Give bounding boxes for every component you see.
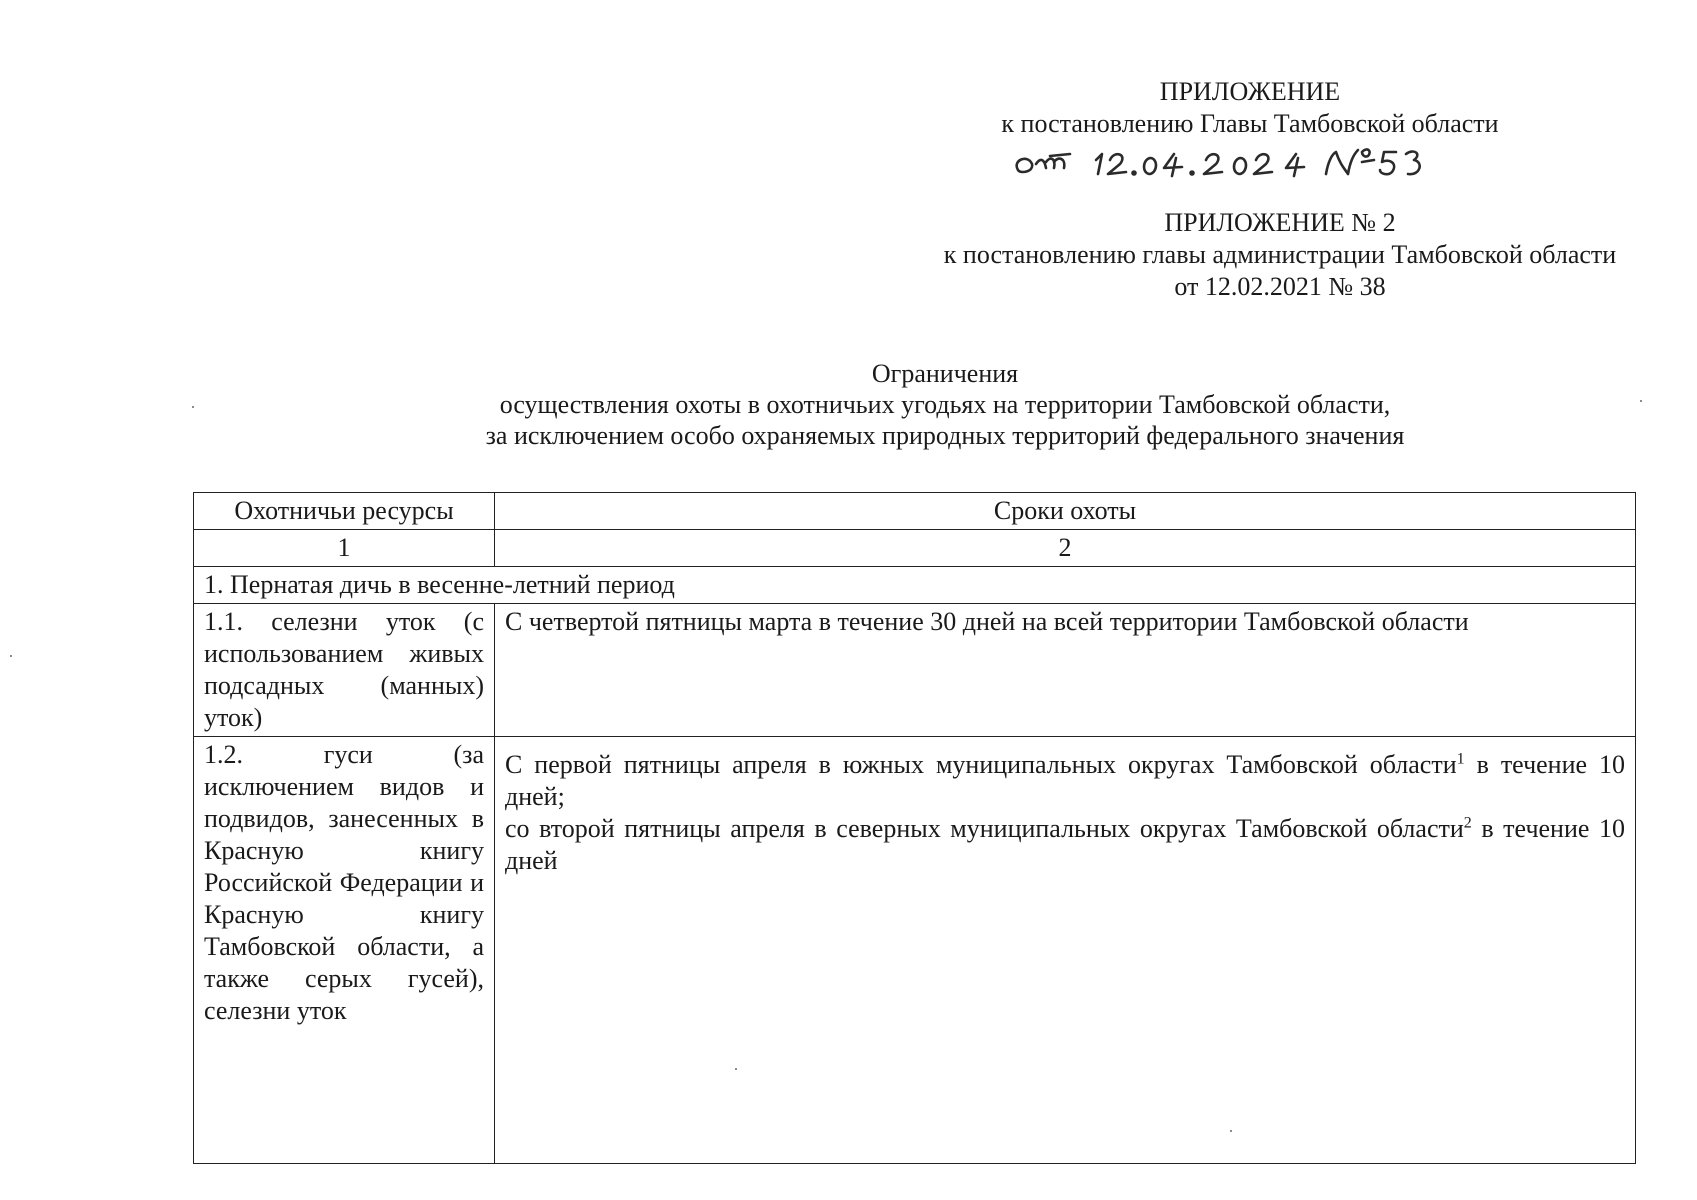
- resource-cell: 1.1. селезни уток (с использованием живых подсадных (манных) уток): [194, 604, 495, 737]
- footnote-ref-1: 1: [1456, 750, 1465, 768]
- title-line-2: осуществления охоты в охотничьих угодьях на территории Тамбовской области,: [499, 390, 1391, 419]
- column-number-2: 2: [495, 530, 1636, 567]
- scan-speck: [192, 406, 194, 408]
- resource-cell: 1.2. гуси (за исключением видов и подвидов, занесенных в Красную книгу Российской Федерации и Красную книгу Тамбовской области, а также серых гусей), селезни уток: [194, 737, 495, 1164]
- period-cell: С четвертой пятницы марта в течение 30 дней на всей территории Тамбовской области: [495, 604, 1636, 737]
- scan-speck: [735, 1068, 737, 1070]
- appendix-2-date: от 12.02.2021 № 38: [1174, 272, 1386, 301]
- scan-speck: [1640, 400, 1642, 402]
- period-text-4: в течение 10 дней: [505, 814, 1625, 875]
- table-section-row: [194, 567, 1636, 604]
- column-number-1: 1: [194, 530, 495, 567]
- appendix-2-title: ПРИЛОЖЕНИЕ № 2: [1164, 208, 1396, 237]
- table-column-numbers-row: [194, 530, 1636, 567]
- period-text-3: со второй пятницы апреля в северных муниципальных округах Тамбовской области: [505, 814, 1464, 843]
- period-cell: [495, 737, 1636, 1164]
- footnote-ref-2: 2: [1463, 814, 1472, 832]
- appendix-1-header: [970, 76, 1530, 140]
- handwritten-date-signature: [1010, 138, 1430, 188]
- header-resources: Охотничьи ресурсы: [194, 493, 495, 530]
- table-row: [194, 604, 1636, 737]
- section-1-title: 1. Пернатая дичь в весенне-летний период: [194, 567, 1636, 604]
- table-row: [194, 737, 1636, 1164]
- appendix-1-title: ПРИЛОЖЕНИЕ: [1159, 77, 1341, 106]
- period-text-2: в течение 10 дней;: [505, 750, 1626, 811]
- header-periods: Сроки охоты: [495, 493, 1636, 530]
- restrictions-table: [193, 492, 1636, 1164]
- appendix-2-line: к постановлению главы администрации Тамбовской области: [943, 240, 1617, 269]
- table-header-row: [194, 493, 1636, 530]
- period-text-1: С первой пятницы апреля в южных муниципальных округах Тамбовской области: [505, 750, 1457, 779]
- scan-speck: [10, 655, 12, 657]
- title-line-1: Ограничения: [871, 359, 1019, 388]
- scan-speck: [1230, 1130, 1232, 1132]
- title-line-3: за исключением особо охраняемых природных территорий федерального значения: [485, 421, 1405, 450]
- appendix-2-header: [870, 207, 1690, 303]
- appendix-1-line: к постановлению Главы Тамбовской области: [1001, 109, 1499, 138]
- document-title: [330, 358, 1560, 451]
